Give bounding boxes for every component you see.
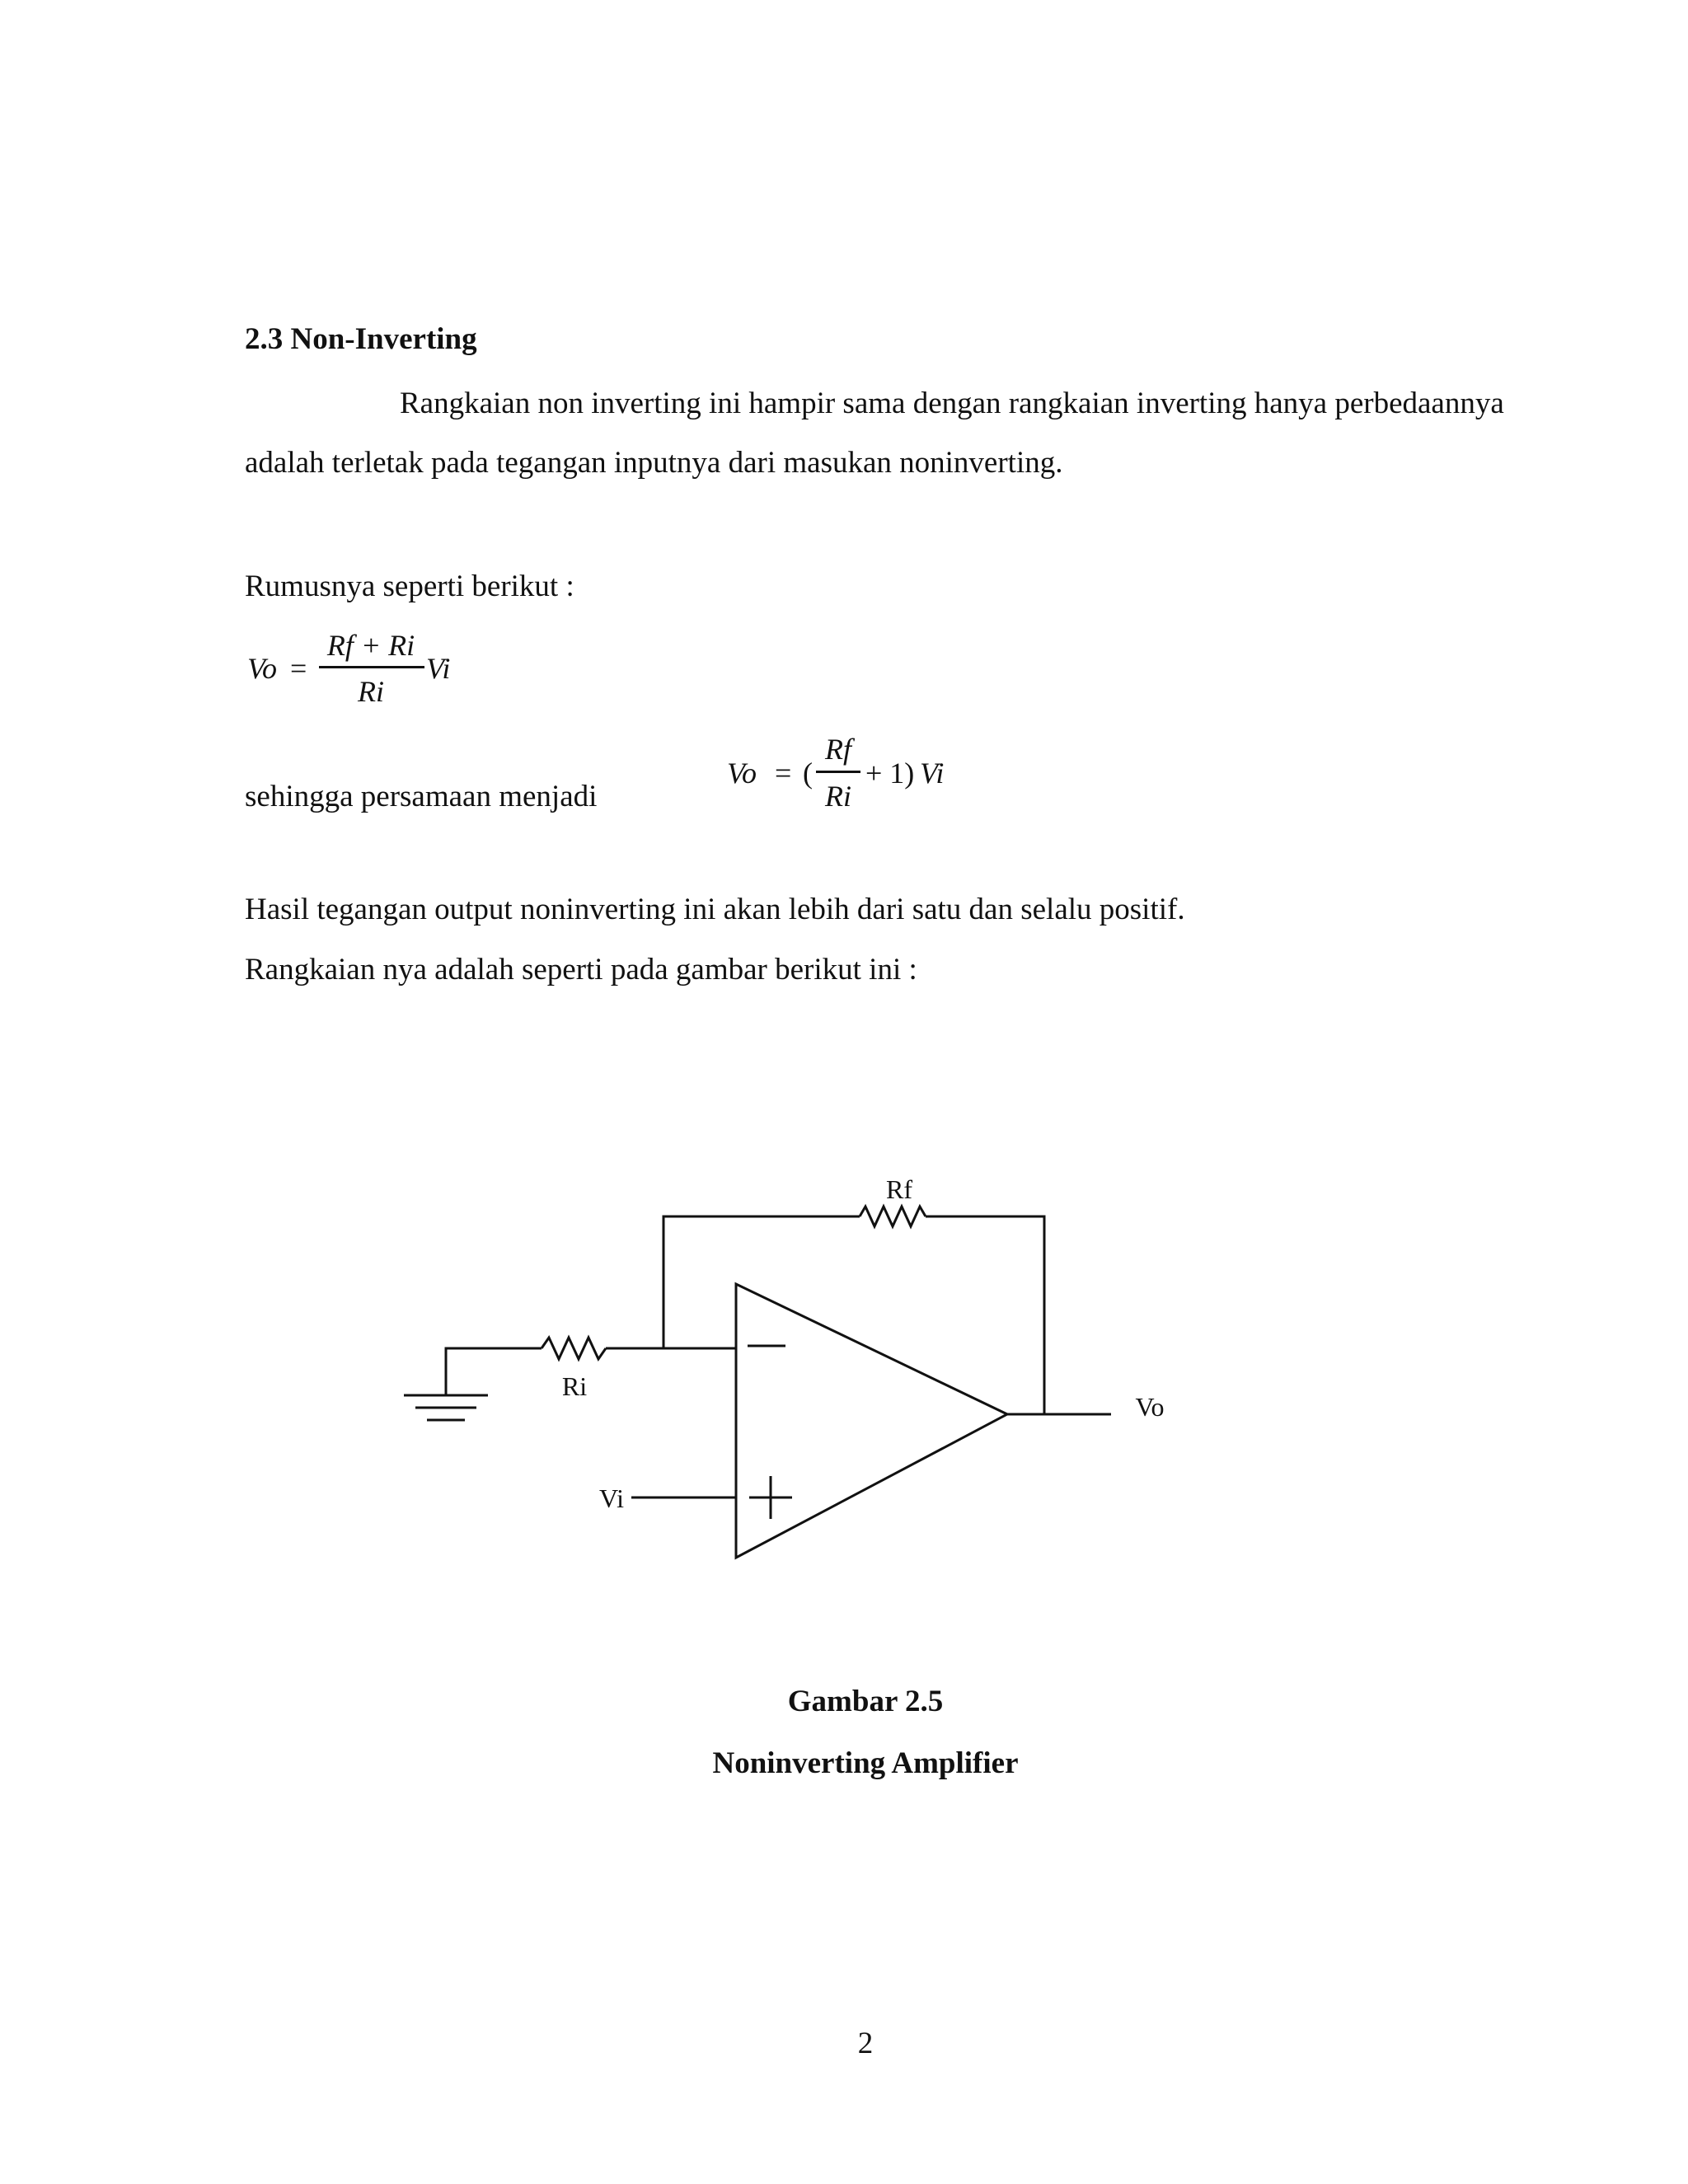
eq2-lhs: Vo — [727, 757, 757, 790]
eq1-suffix: Vi — [426, 652, 451, 685]
label-vi: Vi — [598, 1483, 625, 1513]
eq1-numerator: Rf + Ri — [326, 629, 415, 662]
label-ri: Ri — [561, 1371, 588, 1401]
eq2-equals: = — [775, 757, 792, 790]
eq2-numerator: Rf — [825, 733, 851, 766]
eq1-equals: = — [290, 652, 307, 685]
circuit-intro: Rangkaian nya adalah seperti pada gambar berikut ini : — [245, 953, 917, 987]
figure-number: Gambar 2.5 — [787, 1685, 944, 1718]
section-heading: 2.3 Non-Inverting — [245, 322, 477, 356]
eq2-tail: + 1) — [865, 757, 915, 790]
eq2-open-paren: ( — [803, 757, 813, 790]
resistor-ri — [542, 1338, 606, 1359]
eq1-denominator: Ri — [358, 675, 384, 708]
opamp-triangle — [736, 1284, 1007, 1558]
equation-2-intro: sehingga persamaan menjadi — [245, 780, 598, 813]
figure-caption: Noninverting Amplifier — [712, 1746, 1019, 1780]
label-rf: Rf — [886, 1174, 912, 1204]
label-vo: Vo — [1135, 1392, 1165, 1422]
resistor-rf — [860, 1207, 926, 1226]
wire-ground-to-ri — [446, 1348, 542, 1395]
eq2-denominator: Ri — [825, 780, 851, 813]
paragraph-line-2: adalah terletak pada tegangan inputnya dari masukan noninverting. — [245, 446, 1063, 480]
result-line: Hasil tegangan output noninverting ini akan lebih dari satu dan selalu positif. — [245, 893, 1185, 926]
page-number: 2 — [857, 2027, 874, 2060]
paragraph-line-1: Rangkaian non inverting ini hampir sama dengan rangkaian inverting hanya perbedaannya — [400, 387, 1504, 420]
formula-intro: Rumusnya seperti berikut : — [245, 569, 574, 603]
eq2-suffix: Vi — [920, 757, 945, 790]
eq1-lhs: Vo — [247, 652, 277, 685]
